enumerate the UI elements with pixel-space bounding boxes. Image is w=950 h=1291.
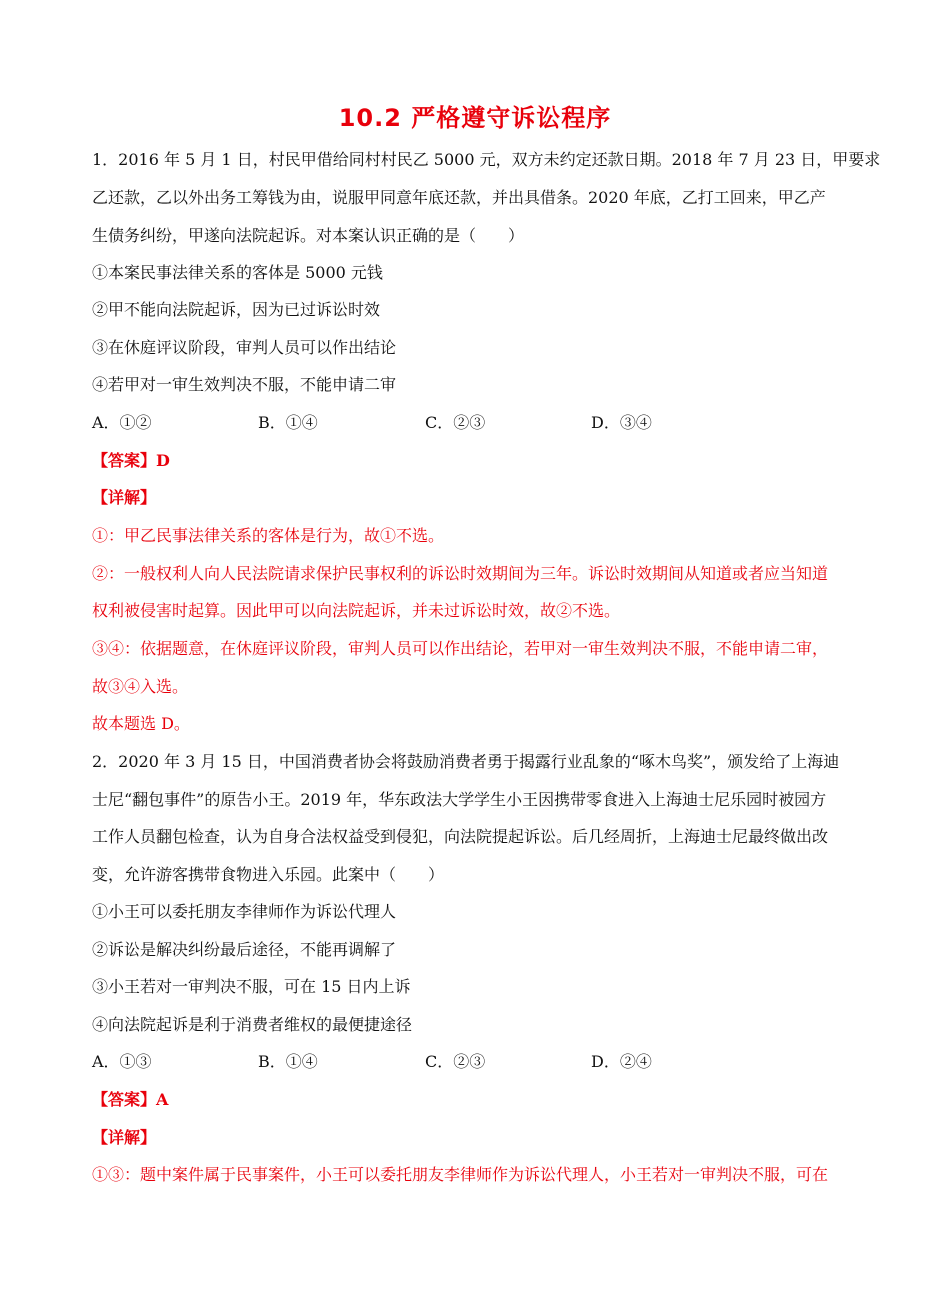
q1-detail-label: 【详解】 bbox=[92, 488, 157, 507]
q2-item-1: ①小王可以委托朋友李律师作为诉讼代理人 bbox=[92, 902, 397, 921]
q1-option-d: D．③④ bbox=[591, 413, 652, 432]
q1-item-3: ③在休庭评议阶段，审判人员可以作出结论 bbox=[92, 338, 397, 357]
q1-item-4: ④若甲对一审生效判决不服，不能申请二审 bbox=[92, 375, 397, 394]
q1-explanation-4: ③④：依据题意，在休庭评议阶段，审判人员可以作出结论，若甲对一审生效判决不服，不能申请二审， bbox=[92, 639, 829, 658]
q2-answer: 【答案】A bbox=[92, 1090, 169, 1109]
q1-answer: 【答案】D bbox=[92, 451, 170, 470]
q1-explanation-2: ②：一般权利人向人民法院请求保护民事权利的诉讼时效期间为三年。诉讼时效期间从知道或者应当知道 bbox=[92, 564, 829, 583]
q2-stem-line-1: 2．2020 年 3 月 15 日，中国消费者协会将鼓励消费者勇于揭露行业乱象的“啄木鸟奖”，颁发给了上海迪 bbox=[92, 752, 840, 771]
q2-stem-line-2: 士尼“翻包事件”的原告小王。2019 年，华东政法大学学生小王因携带零食进入上海迪士尼乐园时被园方 bbox=[92, 790, 827, 809]
q1-stem-line-2: 乙还款，乙以外出务工筹钱为由，说服甲同意年底还款，并出具借条。2020 年底，乙打工回来，甲乙产 bbox=[92, 188, 826, 207]
q1-option-b: B．①④ bbox=[258, 413, 318, 432]
q2-stem-line-3: 工作人员翻包检查，认为自身合法权益受到侵犯，向法院提起诉讼。后几经周折，上海迪士尼最终做出改 bbox=[92, 827, 829, 846]
q1-stem-line-1: 1．2016 年 5 月 1 日，村民甲借给同村村民乙 5000 元，双方未约定还款日期。2018 年 7 月 23 日，甲要求 bbox=[92, 150, 881, 169]
q2-stem-line-4: 变，允许游客携带食物进入乐园。此案中（ ） bbox=[92, 865, 445, 884]
q2-item-4: ④向法院起诉是利于消费者维权的最便捷途径 bbox=[92, 1015, 413, 1034]
q2-option-c: C．②③ bbox=[425, 1052, 486, 1071]
q1-explanation-3: 权利被侵害时起算。因此甲可以向法院起诉，并未过诉讼时效，故②不选。 bbox=[92, 601, 621, 620]
q2-item-3: ③小王若对一审判决不服，可在 15 日内上诉 bbox=[92, 977, 411, 996]
q2-detail-label: 【详解】 bbox=[92, 1128, 157, 1147]
q2-explanation-1: ①③：题中案件属于民事案件，小王可以委托朋友李律师作为诉讼代理人，小王若对一审判决不服，可在 bbox=[92, 1165, 829, 1184]
q1-item-1: ①本案民事法律关系的客体是 5000 元钱 bbox=[92, 263, 383, 282]
q2-option-b: B．①④ bbox=[258, 1052, 318, 1071]
q1-option-a: A．①② bbox=[92, 413, 152, 432]
q2-option-a: A．①③ bbox=[92, 1052, 152, 1071]
q1-conclusion: 故本题选 D。 bbox=[92, 714, 190, 733]
q2-option-d: D．②④ bbox=[591, 1052, 652, 1071]
q1-item-2: ②甲不能向法院起诉，因为已过诉讼时效 bbox=[92, 300, 381, 319]
q2-item-2: ②诉讼是解决纠纷最后途径，不能再调解了 bbox=[92, 940, 397, 959]
q1-explanation-5: 故③④入选。 bbox=[92, 677, 189, 696]
q1-option-c: C．②③ bbox=[425, 413, 486, 432]
page-title: 10.2 严格遵守诉讼程序 bbox=[338, 104, 612, 132]
q1-explanation-1: ①：甲乙民事法律关系的客体是行为，故①不选。 bbox=[92, 526, 445, 545]
q1-stem-line-3: 生债务纠纷，甲遂向法院起诉。对本案认识正确的是（ ） bbox=[92, 226, 525, 245]
